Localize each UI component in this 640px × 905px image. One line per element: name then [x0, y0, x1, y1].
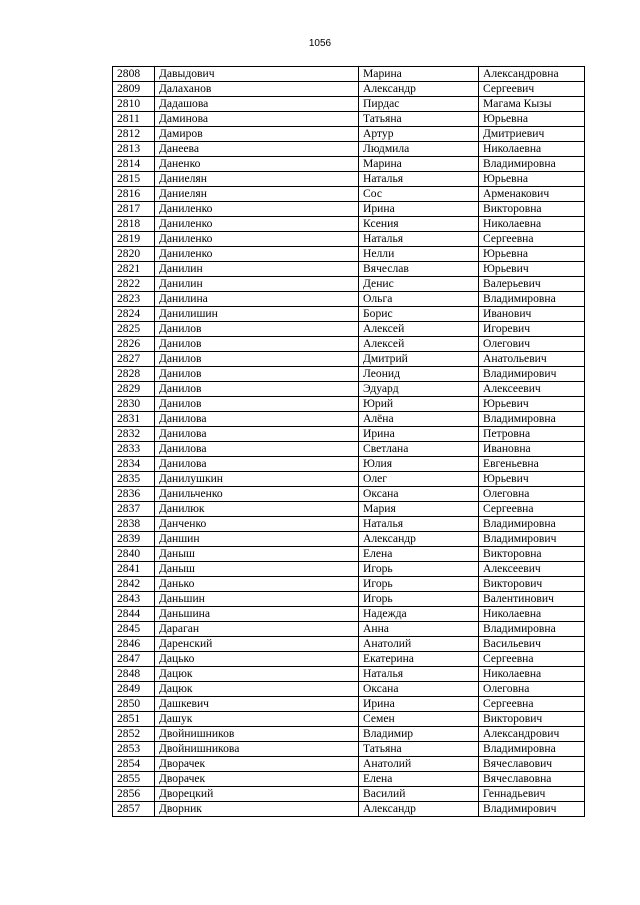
last-name-cell: Даньшин — [155, 592, 359, 607]
row-number-cell: 2846 — [113, 637, 155, 652]
first-name-cell: Артур — [359, 127, 479, 142]
row-number-cell: 2843 — [113, 592, 155, 607]
last-name-cell: Двойнишников — [155, 727, 359, 742]
first-name-cell: Игорь — [359, 577, 479, 592]
table-row — [113, 727, 585, 742]
table-row — [113, 382, 585, 397]
row-number-cell: 2847 — [113, 652, 155, 667]
row-number-cell: 2810 — [113, 97, 155, 112]
row-number-cell: 2821 — [113, 262, 155, 277]
patronymic-cell: Викторовна — [479, 547, 585, 562]
last-name-cell: Данилишин — [155, 307, 359, 322]
last-name-cell: Данилюк — [155, 502, 359, 517]
last-name-cell: Даниленко — [155, 247, 359, 262]
table-row — [113, 607, 585, 622]
table-row — [113, 562, 585, 577]
row-number-cell: 2838 — [113, 517, 155, 532]
row-number-cell: 2817 — [113, 202, 155, 217]
row-number-cell: 2851 — [113, 712, 155, 727]
table-row — [113, 322, 585, 337]
row-number-cell: 2848 — [113, 667, 155, 682]
last-name-cell: Данько — [155, 577, 359, 592]
row-number-cell: 2829 — [113, 382, 155, 397]
table-row — [113, 82, 585, 97]
row-number-cell: 2808 — [113, 67, 155, 82]
first-name-cell: Игорь — [359, 562, 479, 577]
last-name-cell: Даниелян — [155, 172, 359, 187]
table-row — [113, 472, 585, 487]
patronymic-cell: Николаевна — [479, 667, 585, 682]
table-row — [113, 232, 585, 247]
patronymic-cell: Викторовна — [479, 202, 585, 217]
patronymic-cell: Владимировна — [479, 742, 585, 757]
table-row — [113, 502, 585, 517]
last-name-cell: Данилушкин — [155, 472, 359, 487]
table-row — [113, 667, 585, 682]
last-name-cell: Дворецкий — [155, 787, 359, 802]
first-name-cell: Александр — [359, 802, 479, 817]
row-number-cell: 2840 — [113, 547, 155, 562]
row-number-cell: 2831 — [113, 412, 155, 427]
last-name-cell: Данилова — [155, 427, 359, 442]
last-name-cell: Двойнишникова — [155, 742, 359, 757]
first-name-cell: Юлия — [359, 457, 479, 472]
last-name-cell: Даренский — [155, 637, 359, 652]
table-row — [113, 772, 585, 787]
table-row — [113, 697, 585, 712]
patronymic-cell: Владимировна — [479, 622, 585, 637]
row-number-cell: 2857 — [113, 802, 155, 817]
table-row — [113, 247, 585, 262]
first-name-cell: Татьяна — [359, 742, 479, 757]
patronymic-cell: Валерьевич — [479, 277, 585, 292]
first-name-cell: Ксения — [359, 217, 479, 232]
patronymic-cell: Александровна — [479, 67, 585, 82]
first-name-cell: Ольга — [359, 292, 479, 307]
last-name-cell: Данченко — [155, 517, 359, 532]
row-number-cell: 2852 — [113, 727, 155, 742]
patronymic-cell: Алексеевич — [479, 382, 585, 397]
last-name-cell: Дацюк — [155, 667, 359, 682]
table-row — [113, 622, 585, 637]
patronymic-cell: Сергеевна — [479, 232, 585, 247]
first-name-cell: Владимир — [359, 727, 479, 742]
first-name-cell: Елена — [359, 547, 479, 562]
row-number-cell: 2818 — [113, 217, 155, 232]
last-name-cell: Даншин — [155, 532, 359, 547]
table-row — [113, 172, 585, 187]
first-name-cell: Леонид — [359, 367, 479, 382]
table-row — [113, 757, 585, 772]
table-row — [113, 352, 585, 367]
row-number-cell: 2834 — [113, 457, 155, 472]
last-name-cell: Дворачек — [155, 772, 359, 787]
first-name-cell: Вячеслав — [359, 262, 479, 277]
last-name-cell: Дамиров — [155, 127, 359, 142]
patronymic-cell: Анатольевич — [479, 352, 585, 367]
patronymic-cell: Петровна — [479, 427, 585, 442]
first-name-cell: Наталья — [359, 232, 479, 247]
patronymic-cell: Владимирович — [479, 532, 585, 547]
last-name-cell: Дворник — [155, 802, 359, 817]
patronymic-cell: Вячеславович — [479, 757, 585, 772]
last-name-cell: Данилина — [155, 292, 359, 307]
patronymic-cell: Олегович — [479, 337, 585, 352]
first-name-cell: Анатолий — [359, 637, 479, 652]
patronymic-cell: Юрьевич — [479, 397, 585, 412]
row-number-cell: 2811 — [113, 112, 155, 127]
table-row — [113, 652, 585, 667]
first-name-cell: Борис — [359, 307, 479, 322]
people-table — [112, 66, 585, 817]
last-name-cell: Данилин — [155, 262, 359, 277]
table-row — [113, 97, 585, 112]
patronymic-cell: Викторович — [479, 712, 585, 727]
first-name-cell: Алёна — [359, 412, 479, 427]
table-row — [113, 802, 585, 817]
table-row — [113, 427, 585, 442]
first-name-cell: Сос — [359, 187, 479, 202]
last-name-cell: Дашкевич — [155, 697, 359, 712]
table-row — [113, 217, 585, 232]
patronymic-cell: Магама Кызы — [479, 97, 585, 112]
last-name-cell: Данилов — [155, 367, 359, 382]
first-name-cell: Денис — [359, 277, 479, 292]
first-name-cell: Людмила — [359, 142, 479, 157]
last-name-cell: Дашук — [155, 712, 359, 727]
patronymic-cell: Сергеевич — [479, 82, 585, 97]
row-number-cell: 2820 — [113, 247, 155, 262]
row-number-cell: 2819 — [113, 232, 155, 247]
first-name-cell: Надежда — [359, 607, 479, 622]
patronymic-cell: Геннадьевич — [479, 787, 585, 802]
patronymic-cell: Александрович — [479, 727, 585, 742]
first-name-cell: Василий — [359, 787, 479, 802]
first-name-cell: Наталья — [359, 667, 479, 682]
table-row — [113, 412, 585, 427]
last-name-cell: Даниленко — [155, 217, 359, 232]
first-name-cell: Марина — [359, 157, 479, 172]
last-name-cell: Дацько — [155, 652, 359, 667]
row-number-cell: 2826 — [113, 337, 155, 352]
patronymic-cell: Викторович — [479, 577, 585, 592]
patronymic-cell: Валентинович — [479, 592, 585, 607]
first-name-cell: Ирина — [359, 202, 479, 217]
row-number-cell: 2825 — [113, 322, 155, 337]
row-number-cell: 2812 — [113, 127, 155, 142]
row-number-cell: 2839 — [113, 532, 155, 547]
last-name-cell: Даньшина — [155, 607, 359, 622]
table-row — [113, 637, 585, 652]
patronymic-cell: Юрьевна — [479, 247, 585, 262]
first-name-cell: Эдуард — [359, 382, 479, 397]
row-number-cell: 2809 — [113, 82, 155, 97]
patronymic-cell: Юрьевна — [479, 112, 585, 127]
last-name-cell: Даминова — [155, 112, 359, 127]
row-number-cell: 2832 — [113, 427, 155, 442]
patronymic-cell: Иванович — [479, 307, 585, 322]
row-number-cell: 2841 — [113, 562, 155, 577]
last-name-cell: Далаханов — [155, 82, 359, 97]
first-name-cell: Анна — [359, 622, 479, 637]
patronymic-cell: Алексеевич — [479, 562, 585, 577]
last-name-cell: Данилова — [155, 412, 359, 427]
row-number-cell: 2850 — [113, 697, 155, 712]
last-name-cell: Даныш — [155, 562, 359, 577]
last-name-cell: Данилов — [155, 352, 359, 367]
table-row — [113, 112, 585, 127]
row-number-cell: 2833 — [113, 442, 155, 457]
table-row — [113, 742, 585, 757]
last-name-cell: Даниленко — [155, 232, 359, 247]
table-row — [113, 142, 585, 157]
first-name-cell: Мария — [359, 502, 479, 517]
row-number-cell: 2856 — [113, 787, 155, 802]
last-name-cell: Даныш — [155, 547, 359, 562]
patronymic-cell: Вячеславовна — [479, 772, 585, 787]
page-number: 1056 — [308, 38, 332, 49]
table-row — [113, 487, 585, 502]
first-name-cell: Ирина — [359, 697, 479, 712]
last-name-cell: Данилов — [155, 337, 359, 352]
row-number-cell: 2836 — [113, 487, 155, 502]
first-name-cell: Пирдас — [359, 97, 479, 112]
table-row — [113, 157, 585, 172]
table-row — [113, 262, 585, 277]
patronymic-cell: Сергеевна — [479, 502, 585, 517]
row-number-cell: 2835 — [113, 472, 155, 487]
last-name-cell: Данилов — [155, 397, 359, 412]
table-row — [113, 547, 585, 562]
patronymic-cell: Юрьевич — [479, 262, 585, 277]
row-number-cell: 2822 — [113, 277, 155, 292]
row-number-cell: 2823 — [113, 292, 155, 307]
first-name-cell: Екатерина — [359, 652, 479, 667]
row-number-cell: 2837 — [113, 502, 155, 517]
first-name-cell: Ирина — [359, 427, 479, 442]
row-number-cell: 2849 — [113, 682, 155, 697]
first-name-cell: Нелли — [359, 247, 479, 262]
first-name-cell: Александр — [359, 532, 479, 547]
patronymic-cell: Евгеньевна — [479, 457, 585, 472]
last-name-cell: Данилов — [155, 322, 359, 337]
table-row — [113, 367, 585, 382]
row-number-cell: 2842 — [113, 577, 155, 592]
row-number-cell: 2828 — [113, 367, 155, 382]
row-number-cell: 2845 — [113, 622, 155, 637]
table-row — [113, 187, 585, 202]
first-name-cell: Елена — [359, 772, 479, 787]
last-name-cell: Данеева — [155, 142, 359, 157]
table-row — [113, 127, 585, 142]
last-name-cell: Дадашова — [155, 97, 359, 112]
patronymic-cell: Владимировна — [479, 412, 585, 427]
last-name-cell: Данилова — [155, 457, 359, 472]
table-row — [113, 457, 585, 472]
row-number-cell: 2844 — [113, 607, 155, 622]
table-row — [113, 682, 585, 697]
first-name-cell: Алексей — [359, 337, 479, 352]
patronymic-cell: Олеговна — [479, 487, 585, 502]
patronymic-cell: Николаевна — [479, 142, 585, 157]
table-row — [113, 532, 585, 547]
table-row — [113, 307, 585, 322]
patronymic-cell: Владимировна — [479, 157, 585, 172]
first-name-cell: Наталья — [359, 172, 479, 187]
row-number-cell: 2853 — [113, 742, 155, 757]
last-name-cell: Даненко — [155, 157, 359, 172]
table-row — [113, 592, 585, 607]
row-number-cell: 2814 — [113, 157, 155, 172]
row-number-cell: 2854 — [113, 757, 155, 772]
patronymic-cell: Олеговна — [479, 682, 585, 697]
first-name-cell: Оксана — [359, 682, 479, 697]
patronymic-cell: Николаевна — [479, 607, 585, 622]
first-name-cell: Светлана — [359, 442, 479, 457]
first-name-cell: Игорь — [359, 592, 479, 607]
table-row — [113, 517, 585, 532]
last-name-cell: Давыдович — [155, 67, 359, 82]
last-name-cell: Данилов — [155, 382, 359, 397]
patronymic-cell: Владимирович — [479, 802, 585, 817]
table-row — [113, 712, 585, 727]
last-name-cell: Дараган — [155, 622, 359, 637]
patronymic-cell: Владимировна — [479, 517, 585, 532]
last-name-cell: Даниелян — [155, 187, 359, 202]
last-name-cell: Данилин — [155, 277, 359, 292]
row-number-cell: 2824 — [113, 307, 155, 322]
patronymic-cell: Ивановна — [479, 442, 585, 457]
patronymic-cell: Юрьевна — [479, 172, 585, 187]
last-name-cell: Даниленко — [155, 202, 359, 217]
patronymic-cell: Юрьевич — [479, 472, 585, 487]
row-number-cell: 2813 — [113, 142, 155, 157]
row-number-cell: 2816 — [113, 187, 155, 202]
patronymic-cell: Арменакович — [479, 187, 585, 202]
row-number-cell: 2830 — [113, 397, 155, 412]
row-number-cell: 2855 — [113, 772, 155, 787]
row-number-cell: 2815 — [113, 172, 155, 187]
last-name-cell: Дацюк — [155, 682, 359, 697]
first-name-cell: Алексей — [359, 322, 479, 337]
patronymic-cell: Васильевич — [479, 637, 585, 652]
table-row — [113, 397, 585, 412]
patronymic-cell: Сергеевна — [479, 652, 585, 667]
last-name-cell: Данильченко — [155, 487, 359, 502]
first-name-cell: Дмитрий — [359, 352, 479, 367]
first-name-cell: Татьяна — [359, 112, 479, 127]
first-name-cell: Олег — [359, 472, 479, 487]
first-name-cell: Оксана — [359, 487, 479, 502]
first-name-cell: Юрий — [359, 397, 479, 412]
patronymic-cell: Дмитриевич — [479, 127, 585, 142]
table-row — [113, 202, 585, 217]
table-row — [113, 67, 585, 82]
patronymic-cell: Николаевна — [479, 217, 585, 232]
patronymic-cell: Владимировна — [479, 292, 585, 307]
first-name-cell: Александр — [359, 82, 479, 97]
row-number-cell: 2827 — [113, 352, 155, 367]
last-name-cell: Данилова — [155, 442, 359, 457]
table-row — [113, 277, 585, 292]
table-row — [113, 292, 585, 307]
table-row — [113, 577, 585, 592]
table-row — [113, 442, 585, 457]
table-row — [113, 337, 585, 352]
last-name-cell: Дворачек — [155, 757, 359, 772]
first-name-cell: Марина — [359, 67, 479, 82]
patronymic-cell: Игоревич — [479, 322, 585, 337]
first-name-cell: Семен — [359, 712, 479, 727]
people-table-body — [113, 67, 585, 817]
table-row — [113, 787, 585, 802]
first-name-cell: Наталья — [359, 517, 479, 532]
patronymic-cell: Владимирович — [479, 367, 585, 382]
patronymic-cell: Сергеевна — [479, 697, 585, 712]
first-name-cell: Анатолий — [359, 757, 479, 772]
